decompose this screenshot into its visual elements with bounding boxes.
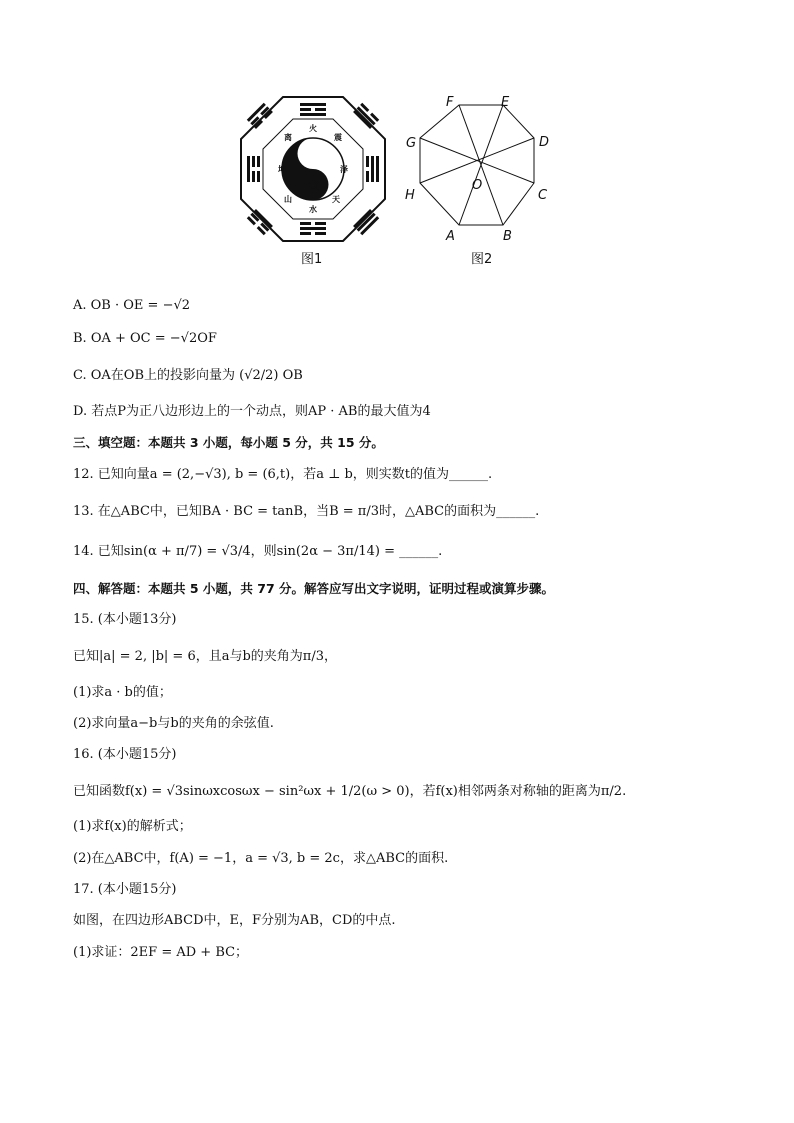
- question-13: 13. 在△ABC中，已知BA · BC = tanB，当B = π/3时，△ABC的面积为______.: [73, 504, 540, 519]
- question-15-stem: 已知|a| = 2, |b| = 6，且a与b的夹角为π/3，: [73, 649, 337, 664]
- question-17-part-1: (1)求证：2EF = AD + BC；: [73, 945, 249, 960]
- figure-1-caption: 图1: [301, 252, 323, 267]
- question-16-part-1: (1)求f(x)的解析式；: [73, 819, 192, 834]
- label-A: A: [446, 229, 455, 244]
- figure-2-octagon: [400, 92, 560, 244]
- label-O: O: [472, 178, 483, 193]
- label-G: G: [406, 136, 417, 151]
- trigram-name: 水: [309, 205, 317, 214]
- question-17-stem: 如图，在四边形ABCD中，E，F分别为AB，CD的中点.: [73, 913, 396, 928]
- question-15-title: 15. (本小题13分): [73, 612, 177, 627]
- trigram-name: 离: [284, 133, 292, 142]
- label-E: E: [501, 95, 510, 110]
- label-D: D: [539, 135, 550, 150]
- section-4-heading: 四、解答题：本题共 5 小题，共 77 分。解答应写出文字说明，证明过程或演算步骤。: [73, 581, 555, 596]
- question-14: 14. 已知sin(α + π/7) = √3/4，则sin(2α − 3π/14) = ______.: [73, 544, 443, 559]
- figure-2-caption: 图2: [471, 252, 493, 267]
- question-16-stem: 已知函数f(x) = √3sinωxcosωx − sin²ωx + 1/2(ω > 0)，若f(x)相邻两条对称轴的距离为π/2.: [73, 784, 627, 799]
- question-16-title: 16. (本小题15分): [73, 747, 177, 762]
- trigram-name: 震: [334, 133, 342, 142]
- option-d: D. 若点P为正八边形边上的一个动点，则AP · AB的最大值为4: [73, 404, 431, 419]
- trigram-name: 山: [284, 195, 292, 204]
- option-a: A. OB · OE = −√2: [73, 298, 191, 313]
- label-H: H: [405, 188, 415, 203]
- label-C: C: [538, 188, 548, 203]
- trigram-name: 火: [309, 124, 317, 133]
- figure-1-bagua: [238, 94, 388, 244]
- option-c: C. OA在OB上的投影向量为 (√2/2) OB: [73, 368, 303, 383]
- question-16-part-2: (2)在△ABC中，f(A) = −1，a = √3, b = 2c，求△ABC的面积.: [73, 851, 449, 866]
- section-3-heading: 三、填空题：本题共 3 小题，每小题 5 分，共 15 分。: [73, 435, 384, 450]
- octagon-outline: [420, 105, 534, 225]
- taiji-symbol: [282, 138, 344, 200]
- question-15-part-1: (1)求a · b的值；: [73, 685, 172, 700]
- question-12: 12. 已知向量a = (2,−√3), b = (6,t)，若a ⊥ b，则实数t的值为______.: [73, 467, 493, 482]
- trigram-name: 泽: [340, 165, 348, 174]
- question-15-part-2: (2)求向量a−b与b的夹角的余弦值.: [73, 716, 274, 731]
- trigram-name: 天: [332, 195, 340, 204]
- label-F: F: [446, 95, 454, 110]
- option-b: B. OA + OC = −√2OF: [73, 331, 217, 346]
- trigram-name: 坤: [278, 165, 286, 174]
- label-B: B: [503, 229, 512, 244]
- question-17-title: 17. (本小题15分): [73, 882, 177, 897]
